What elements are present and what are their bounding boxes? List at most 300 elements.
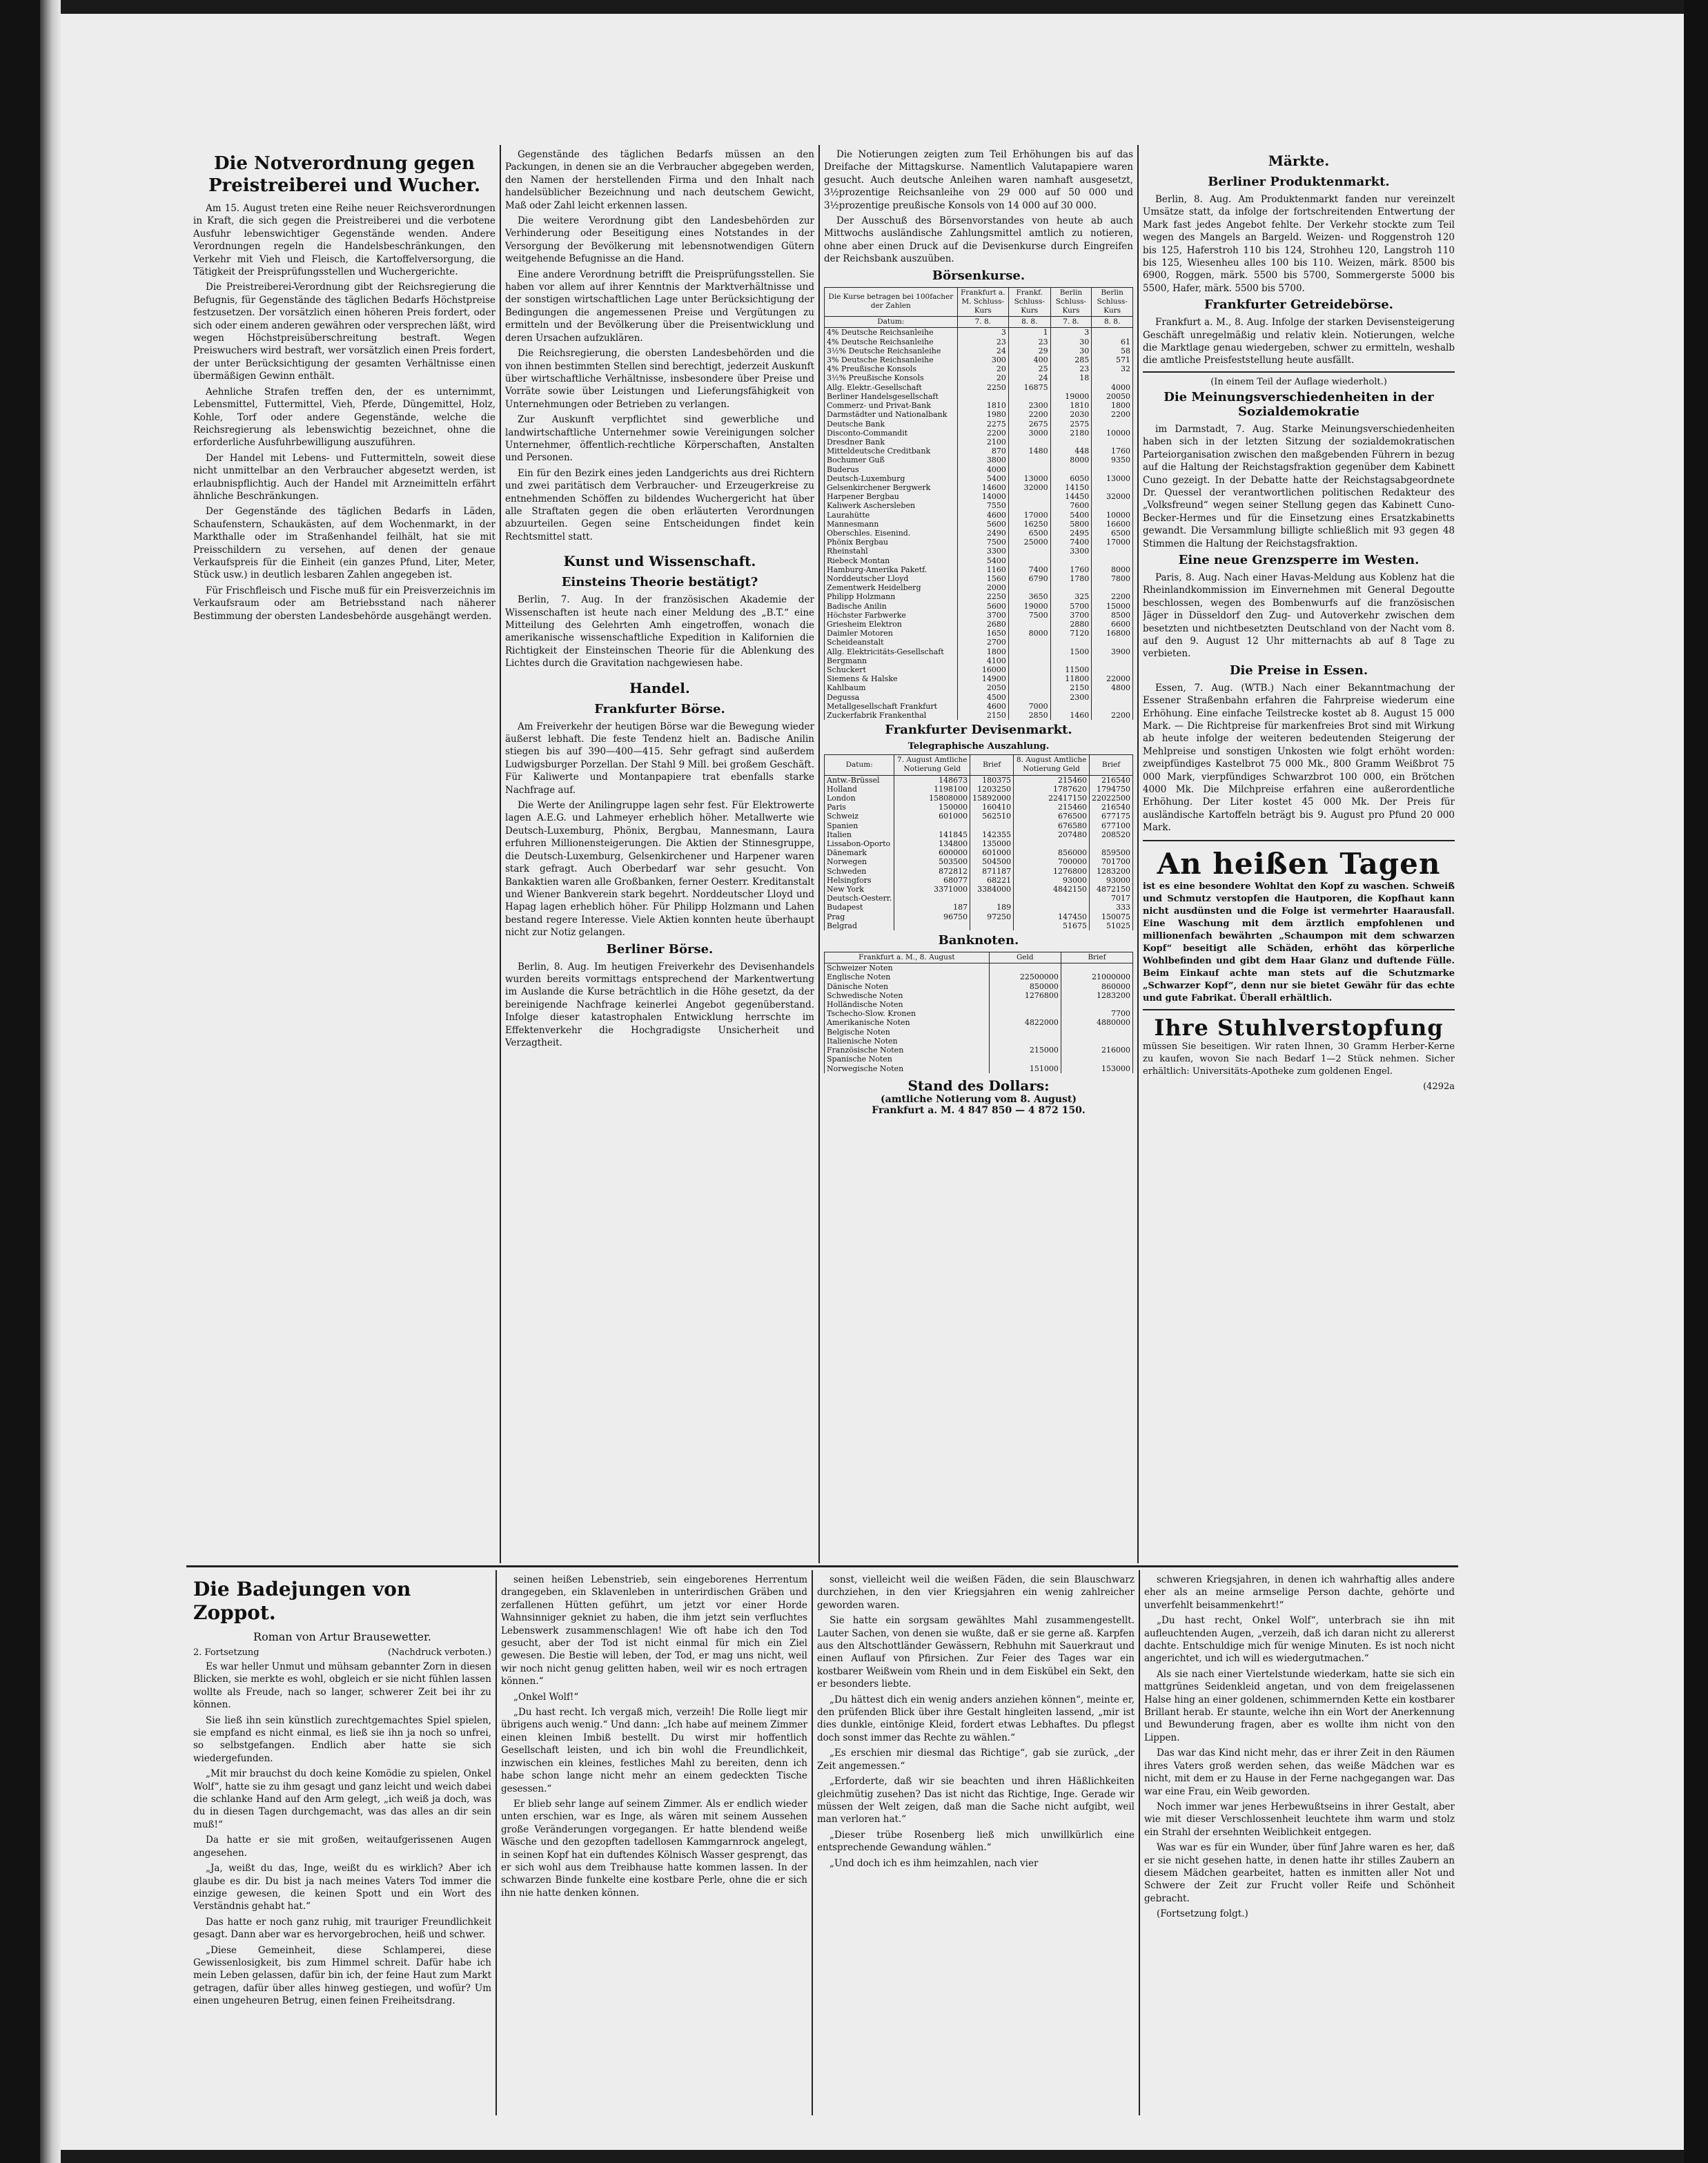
table-cell: 1283200 <box>1061 991 1132 1000</box>
table-banknoten <box>824 952 1133 1073</box>
table-cell: 5400 <box>957 556 1008 565</box>
table-cell: 2200 <box>1092 410 1133 419</box>
table-cell: Bochumer Guß <box>825 456 958 464</box>
table-cell: 2250 <box>957 592 1008 601</box>
table-cell: 7120 <box>1050 629 1092 638</box>
table-cell: 1800 <box>1092 401 1133 410</box>
table-row <box>825 711 1133 720</box>
table-cell <box>989 963 1061 973</box>
table-row <box>825 674 1133 683</box>
paragraph: Der Handel mit Lebens- und Futtermitteln, soweit diese nicht unmittelbar an den Verbraucher abgesetzt werden, ist erlaubnispflichtig. Auch der Handel mit Arzneimitteln erfährt ähnliche Beschränkungen. <box>193 452 495 502</box>
table-cell: Badische Anilin <box>825 602 958 611</box>
table-cell: 2150 <box>957 711 1008 720</box>
table-cell: 1810 <box>957 401 1008 410</box>
paragraph: Der Ausschuß des Börsenvorstandes von heute ab auch Mittwochs ausländische Zahlungsmittel amtlich zu notieren, ohne aber einen Druck auf die Devisenkurse durch Eingreifen der Reichsbank auszuüben. <box>824 215 1133 265</box>
table-cell <box>1008 501 1050 510</box>
table-cell: 4842150 <box>1014 885 1090 894</box>
table-cell: 2200 <box>1092 711 1133 720</box>
table-cell: 1283200 <box>1089 867 1132 876</box>
scan-border <box>1684 0 1708 2163</box>
table-cell <box>1050 383 1092 392</box>
feuilleton-text <box>1144 1574 1455 1921</box>
table-row <box>825 683 1133 692</box>
table-row <box>825 383 1133 392</box>
table-cell: 856000 <box>1014 848 1090 857</box>
table-cell: 25 <box>1008 364 1050 373</box>
table-cell: 7550 <box>957 501 1008 510</box>
table-cell: 189 <box>970 903 1014 912</box>
table-cell: 93000 <box>1014 876 1090 885</box>
table-cell: 208520 <box>1089 830 1132 839</box>
table-cell: 1980 <box>957 410 1008 419</box>
table-row <box>825 501 1133 510</box>
table-cell <box>989 1037 1061 1046</box>
table-row <box>825 592 1133 601</box>
table-cell: Schuckert <box>825 665 958 674</box>
table-row <box>825 620 1133 629</box>
table-cell: 1780 <box>1050 574 1092 583</box>
feuilleton-byline: Roman von Artur Brausewetter. <box>253 1630 431 1643</box>
paragraph: Das hatte er noch ganz ruhig, mit trauriger Freundlichkeit gesagt. Dann aber war es hervorgebrochen, heiß und schwer. <box>193 1916 491 1941</box>
table-row <box>825 355 1133 364</box>
table-cell: 2680 <box>957 620 1008 629</box>
table-cell: 4872150 <box>1089 885 1132 894</box>
table-cell <box>1008 683 1050 692</box>
table-cell <box>1092 483 1133 492</box>
table-cell: 8000 <box>1050 456 1092 464</box>
table-header-cell: 7. 8. <box>957 317 1008 328</box>
table-row <box>825 794 1133 803</box>
paragraph: Zur Auskunft verpflichtet sind gewerbliche und landwirtschaftliche Unternehmer sowie Vereinigungen solcher Unternehmer, öffentlich-rechtliche Körperschaften, Anstalten und Personen. <box>505 414 814 464</box>
table-cell: Allg. Elektr.-Gesellschaft <box>825 383 958 392</box>
table-row <box>825 991 1133 1000</box>
table-cell: 15000 <box>1092 602 1133 611</box>
table-cell: 216000 <box>1061 1046 1132 1055</box>
paragraph: sonst, vielleicht weil die weißen Fäden, die sein Blauschwarz durchziehen, in den vier Kriegsjahren ein wenig zahlreicher geworden waren. <box>817 1574 1135 1611</box>
table-cell: 93000 <box>1089 876 1132 885</box>
table-cell: 8000 <box>1092 565 1133 574</box>
table-row <box>825 812 1133 821</box>
table-cell: 601000 <box>894 812 970 821</box>
table-cell: 11500 <box>1050 665 1092 674</box>
table-cell: 7700 <box>1061 1009 1132 1018</box>
edition-note: (In einem Teil der Auflage wiederholt.) <box>1210 376 1387 387</box>
table-cell: 21000000 <box>1061 972 1132 981</box>
table-header-cell: Die Kurse betragen bei 100facher der Zahlen <box>825 287 958 317</box>
table-cell: 32000 <box>1008 483 1050 492</box>
table-cell: 61 <box>1092 337 1133 346</box>
table-cell <box>1092 656 1133 665</box>
table-cell: Höchster Farbwerke <box>825 611 958 620</box>
table-cell: 2275 <box>957 420 1008 429</box>
table-cell: 23 <box>1050 364 1092 373</box>
table-title-banknoten: Banknoten. <box>938 933 1019 948</box>
paragraph: „Du hättest dich ein wenig anders anziehen können“, meinte er, den prüfenden Blick über ihre Gestalt hingleiten lassend, „mir ist dies dunkle, eintönige Kleid, fordert etwas Lebhaftes. Du pflegst doch sonst immer das Rechte zu wählen.“ <box>817 1694 1135 1743</box>
table-cell <box>1008 638 1050 647</box>
table-cell: Harpener Bergbau <box>825 492 958 501</box>
dollar-rate: Frankfurt a. M. 4 847 850 — 4 872 150. <box>872 1104 1086 1116</box>
table-cell: 150075 <box>1089 912 1132 921</box>
paragraph: Das war das Kind nicht mehr, das er ihrer Zeit in den Räumen ihres Vaters groß werden sehen, das weiße Mädchen war es nicht, mit dem er zu Hause in der Ferne nachgegangen war. Das war eine Frau, ein Weib geworden. <box>1144 1748 1455 1797</box>
paragraph: (Fortsetzung folgt.) <box>1157 1908 1248 1920</box>
table-cell: 58 <box>1092 346 1133 355</box>
table-cell <box>989 1055 1061 1064</box>
table-cell <box>1092 501 1133 510</box>
table-cell <box>1008 438 1050 447</box>
paragraph: Die Preistreiberei-Verordnung gibt der Reichsregierung die Befugnis, für Gegenstände des täglichen Bedarfs Höchstpreise festzusetzen. Der vorsätzlich einen höheren Preis fordert, oder sich oder einem anderen gewähren oder versprechen läßt, wird wegen Höchstpreisüberschreitung bestraft. Wegen Preiswuchers wird bestraft, wer vorsätzlich einen Preis fordert, der unter Berücksichtigung der gesamten Verhältnisse einen übermäßigen Gewinn enthält. <box>193 282 495 382</box>
table-header-cell: Datum: <box>825 317 958 328</box>
table-cell: 2675 <box>1008 420 1050 429</box>
table-cell: 3% Deutsche Reichsanleihe <box>825 355 958 364</box>
table-cell: Prag <box>825 912 894 921</box>
feuilleton-meta <box>193 1647 491 1658</box>
table-cell: 676500 <box>1014 812 1090 821</box>
advertisement-stuhlverstopfung <box>1143 1015 1455 1093</box>
table-cell: 1460 <box>1050 711 1092 720</box>
column-three-boerse <box>824 148 1133 1563</box>
table-cell: 2850 <box>1008 711 1050 720</box>
table-cell: 562510 <box>970 812 1014 821</box>
table-cell: Schweiz <box>825 812 894 821</box>
table-cell: Deutsch-Oesterr. <box>825 894 894 903</box>
table-row <box>825 538 1133 547</box>
table-row <box>825 830 1133 839</box>
table-cell: 207480 <box>1014 830 1090 839</box>
table-row <box>825 602 1133 611</box>
table-cell: Darmstädter und Nationalbank <box>825 410 958 419</box>
advertisement-schaumpon <box>1143 847 1455 1005</box>
table-cell: 16250 <box>1008 520 1050 529</box>
table-cell: 10000 <box>1092 511 1133 520</box>
table-header-cell: Brief <box>970 755 1014 775</box>
table-row <box>825 1018 1133 1027</box>
table-cell: 19000 <box>1008 602 1050 611</box>
table-cell <box>894 894 970 903</box>
paragraph: „Du hast recht. Ich vergaß mich, verzeih! Die Rolle liegt mir übrigens auch wenig.“ Und dann: „Ich habe auf meinem Zimmer einen kleinen Imbiß bestellt. Du wirst mir hoffentlich Gesellschaft leisten, und ich bin wohl die Freundlichkeit, inzwischen ein kleines, festliches Mahl zu bereiten, denn ich habe schon lange nicht mehr an einem gedeckten Tische gesessen.“ <box>501 1707 807 1794</box>
table-cell: 400 <box>1008 355 1050 364</box>
table-cell: 2000 <box>957 583 1008 592</box>
table-cell: 3½% Deutsche Reichsanleihe <box>825 346 958 355</box>
table-cell: Englische Noten <box>825 972 990 981</box>
table-row <box>825 638 1133 647</box>
table-cell: 1810 <box>1050 401 1092 410</box>
feuilleton-column-2 <box>501 1574 807 2112</box>
table-cell <box>1092 373 1133 382</box>
table-row <box>825 346 1133 355</box>
table-row <box>825 373 1133 382</box>
table-cell: 17000 <box>1092 538 1133 547</box>
table-cell: 676580 <box>1014 821 1090 830</box>
table-cell: 11800 <box>1050 674 1092 683</box>
table-header-cell: Frankfurt a. M. Schluss-Kurs <box>957 287 1008 317</box>
table-cell: 51675 <box>1014 921 1090 930</box>
table-cell: 216540 <box>1089 775 1132 785</box>
paragraph: „Und doch ich es ihm heimzahlen, nach vier <box>830 1857 1039 1869</box>
paragraph: Die Werte der Anilingruppe lagen sehr fest. Für Elektrowerte lagen A.E.G. und Lahmeyer erheblich höher. Metallwerte wie Deutsch-Luxemburg, Phönix, Bergbau, Mannesmann, Laura erfuhren Millionensteigerungen. Die Aktien der Stinnesgruppe, die Deutsch-Luxemburg, Gelsenkirchener und Harpener waren stark gefragt. Auch Oberbedarf war sehr gesucht. Von Bankaktien waren alle Großbanken, ferner Oesterr. Kreditanstalt und Wiener Bankverein stark begehrt. Norddeutscher Lloyd und Hapag lagen erheblich höher. Für Philipp Holzmann und Lahen bestand regere Interesse. Viele Aktien konnten heute überhaupt nicht zur Notiz gelangen. <box>505 800 814 939</box>
table-cell: Schwedische Noten <box>825 991 990 1000</box>
table-row <box>825 565 1133 574</box>
preise-essen-body <box>1143 682 1455 834</box>
table-cell: 142355 <box>970 830 1014 839</box>
table-cell: 2575 <box>1050 420 1092 429</box>
table-cell <box>1014 894 1090 903</box>
paragraph: Essen, 7. Aug. (WTB.) Nach einer Bekanntmachung der Essener Straßenbahn erfahren die Fahrpreise wiederum eine Erhöhung. Eine einfache Teilstrecke kostet ab 8. August 15 000 Mark. — Die Richtpreise für markenfreies Brot sind mit Wirkung ab heute infolge der weiteren bedeutenden Steigerung der Mehlpreise und sonstigen Unkosten wie folgt erhöht worden: zweipfündiges Kastelbrot 75 000 Mk., 800 Gramm Weißbrot 75 000 Mark, vierpfündiges Schwarzbrot 100 000, ein Brötchen 4000 Mk. Die Milchpreise erfahren eine außerordentliche Erhöhung. Der Liter kostet 45 000 Mk. Der Preis für ausländische Kartoffeln beträgt bis 9. August pro Pfund 20 000 Mark. <box>1143 682 1455 834</box>
table-cell <box>1008 456 1050 464</box>
table-cell <box>1092 693 1133 702</box>
paragraph: „Mit mir brauchst du doch keine Komödie zu spielen, Onkel Wolf“, hatte sie zu ihm gesagt und ganz leicht und weich dabei die schlanke Hand auf den Arm gelegt, „ich weiß ja doch, was du in diesen Tagen durchgemacht, was das alles an dir sein muß!“ <box>193 1768 491 1830</box>
subtitle-preise-essen: Die Preise in Essen. <box>1229 663 1368 678</box>
table-cell: 2150 <box>1050 683 1092 692</box>
table-cell: 1760 <box>1050 565 1092 574</box>
table-cell: 1480 <box>1008 447 1050 456</box>
table-cell: 5600 <box>957 520 1008 529</box>
table-cell: Degussa <box>825 693 958 702</box>
table-row <box>825 894 1133 903</box>
table-cell: 4000 <box>957 465 1008 474</box>
table-cell <box>1092 583 1133 592</box>
table-row <box>825 1046 1133 1055</box>
table-cell: 2700 <box>957 638 1008 647</box>
table-cell: Griesheim Elektron <box>825 620 958 629</box>
table-cell <box>1008 492 1050 501</box>
section-title-kunst: Kunst und Wissenschaft. <box>563 553 756 570</box>
table-header-cell: 8. 8. <box>1008 317 1050 328</box>
feuilleton-text <box>193 1661 491 2008</box>
table-row <box>825 972 1133 981</box>
table-cell: 24 <box>957 346 1008 355</box>
table-row <box>825 1009 1133 1018</box>
paragraph: Berlin, 7. Aug. In der französischen Akademie der Wissenschaften ist heute nach einer Meldung des „B.T.“ eine Mitteilung des Gelehrten Amh eingetroffen, wonach die amerikanische wissenschaftliche Expedition in Kalifornien die Richtigkeit der Einsteinschen Theorie für die Ablenkung des Lichtes durch die Gravitation nachgewiesen habe. <box>505 594 814 669</box>
table-cell: 3½% Preußische Konsols <box>825 373 958 382</box>
table-row <box>825 867 1133 876</box>
table-body <box>825 775 1133 930</box>
table-cell: 147450 <box>1014 912 1090 921</box>
table-cell: 5800 <box>1050 520 1092 529</box>
table-cell <box>1014 839 1090 848</box>
table-cell: 1560 <box>957 574 1008 583</box>
table-cell: 5400 <box>957 474 1008 483</box>
table-cell: Disconto-Commandit <box>825 429 958 438</box>
table-row <box>825 447 1133 456</box>
table-cell: 23 <box>1008 337 1050 346</box>
ad-code: (4292a <box>1423 1081 1455 1092</box>
feuilleton-text <box>501 1574 807 1899</box>
table-cell: Italienische Noten <box>825 1037 990 1046</box>
table-cell <box>1089 839 1132 848</box>
table-cell: 4% Preußische Konsols <box>825 364 958 373</box>
table-cell: 25000 <box>1008 538 1050 547</box>
table-cell: 18 <box>1050 373 1092 382</box>
table-row <box>825 583 1133 592</box>
section-rule <box>1143 371 1455 373</box>
table-cell: Riebeck Montan <box>825 556 958 565</box>
table-cell: 30 <box>1050 337 1092 346</box>
table-header-cell: 8. August Amtliche Notierung Geld <box>1014 755 1090 775</box>
paragraph: Eine andere Verordnung betrifft die Preisprüfungsstellen. Sie haben vor allem auf ihrer Kenntnis der Marktverhältnisse und der sonstigen wirtschaftlichen Lage unter Berücksichtigung der Bedingungen die angemessenen Preise und Vergütungen zu ermitteln und der Bevölkerung über die Preisentwicklung und deren Ursachen aufzuklären. <box>505 268 814 344</box>
table-cell: 16875 <box>1008 383 1050 392</box>
table-cell: 20 <box>957 364 1008 373</box>
table-cell: 2300 <box>1050 693 1092 702</box>
subtitle-frankfurter-boerse: Frankfurter Börse. <box>594 701 725 716</box>
table-cell: 32 <box>1092 364 1133 373</box>
ad-headline: An heißen Tagen <box>1157 846 1441 881</box>
table-cell: 4% Deutsche Reichsanleihe <box>825 328 958 337</box>
table-cell: 15808000 <box>894 794 970 803</box>
table-row <box>825 982 1133 991</box>
table-cell <box>1050 583 1092 592</box>
table-cell: 7017 <box>1089 894 1132 903</box>
paragraph: Frankfurt a. M., 8. Aug. Infolge der starken Devisensteigerung Geschäft unregelmäßig und relativ klein. Notierungen, welche die Marktlage genau wiedergeben, schwer zu ermitteln, weshalb die amtliche Preisfeststellung heute ausfällt. <box>1143 317 1455 366</box>
subtitle-getreideboerse: Frankfurter Getreidebörse. <box>1204 297 1393 313</box>
table-cell: Zuckerfabrik Frankenthal <box>825 711 958 720</box>
table-row <box>825 483 1133 492</box>
table-devisen <box>824 754 1133 930</box>
table-cell: Französische Noten <box>825 1046 990 1055</box>
table-cell: 68077 <box>894 876 970 885</box>
table-cell: 2200 <box>957 429 1008 438</box>
paragraph: Die weitere Verordnung gibt den Landesbehörden zur Verhinderung oder Beseitigung eines Notstandes in der Versorgung der Bevölkerung mit lebensnotwendigen Gütern weitgehende Befugnisse an die Hand. <box>505 215 814 265</box>
table-cell: 4800 <box>1092 683 1133 692</box>
paragraph: Was war es für ein Wunder, über fünf Jahre waren es her, daß er sie nicht gesehen hatte, in denen hatte ihr stilles Zaubern an diesem Mädchen gearbeitet, hatten es inmitten aller Not und Schwere der Zeit zur Frucht voller Reife und Schönheit gebracht. <box>1144 1842 1455 1904</box>
table-cell: Antw.-Brüssel <box>825 775 894 785</box>
paragraph: schweren Kriegsjahren, in denen ich wahrhaftig alles andere eher als an meine armselige Person dachte, gehörte und unverfehlt beisammenkehrt!“ <box>1144 1574 1455 1611</box>
table-cell: Holland <box>825 785 894 794</box>
table-cell <box>1050 656 1092 665</box>
table-cell: Deutsch-Luxemburg <box>825 474 958 483</box>
table-cell <box>1092 702 1133 711</box>
table-cell <box>970 921 1014 930</box>
table-row <box>825 429 1133 438</box>
paragraph: seinen heißen Lebenstrieb, sein eingeborenes Herrentum drangegeben, ein Sklavenleben in unterirdischen Gräben und zerfallenen Hütten geführt, um jetzt vor einer Horde Wahnsinniger gekniet zu haben, die ihm jetzt sein verfluchtes Lebenswerk zusammenschlagen! Wie oft habe ich den Tod gesucht, aber der Tod ist nicht einmal für mich ein Ziel gewesen. Die Bestie will leben, der Tod, er mag uns nicht, weil wir noch nicht genug gelitten haben, weil wir es noch ertragen können.“ <box>501 1574 807 1687</box>
table-cell: 2495 <box>1050 529 1092 538</box>
table-cell <box>1092 465 1133 474</box>
table-cell: 215000 <box>989 1046 1061 1055</box>
table-cell: 3700 <box>1050 611 1092 620</box>
table-cell <box>1092 556 1133 565</box>
table-header-cell: 7. 8. <box>1050 317 1092 328</box>
table-cell: Daimler Motoren <box>825 629 958 638</box>
feuilleton-separator <box>186 1565 1458 1567</box>
table-cell: 151000 <box>989 1064 1061 1073</box>
table-cell: 850000 <box>989 982 1061 991</box>
table-cell: Paris <box>825 803 894 812</box>
table-cell: Schweizer Noten <box>825 963 990 973</box>
table-row <box>825 821 1133 830</box>
subtitle-sozialdemokratie: Die Meinungsverschiedenheiten in der Sozialdemokratie <box>1164 389 1434 419</box>
paragraph: Die Reichsregierung, die obersten Landesbehörden und die von ihnen bestimmten Stellen sind berechtigt, jederzeit Auskunft über wirtschaftliche Verhältnisse, insbesondere über Preise und Vorräte sowie über Leistungen und Lieferungsfähigkeit von Unternehmungen oder Betrieben zu verlangen. <box>505 348 814 410</box>
table-cell: 7500 <box>1008 611 1050 620</box>
table-cell: 859500 <box>1089 848 1132 857</box>
table-cell: 600000 <box>894 848 970 857</box>
table-cell: Mannesmann <box>825 520 958 529</box>
paragraph: Sie hatte ein sorgsam gewähltes Mahl zusammengestellt. Lauter Sachen, von denen sie wußte, daß er sie gerne aß. Karpfen aus den Altschottländer Gewässern, Rebhuhn mit Sauerkraut und einen Auflauf von Pfirsichen. Zur Feier des Tages war ein kostbarer Weißwein vom Rhein und in dem Eiskübel ein Sekt, den er besonders liebte. <box>817 1615 1135 1690</box>
table-cell <box>1008 392 1050 401</box>
table-cell: Berliner Handelsgesellschaft <box>825 392 958 401</box>
table-cell <box>894 821 970 830</box>
table-cell: 19000 <box>1050 392 1092 401</box>
table-cell: 68221 <box>970 876 1014 885</box>
table-cell: 2880 <box>1050 620 1092 629</box>
paragraph: „Du hast recht, Onkel Wolf“, unterbrach sie ihn mit aufleuchtenden Augen, „verzeih, daß ich daran nicht zu allererst dachte. Entschuldige mich für wenige Minuten. Es ist noch nicht angerichtet, und ich will es wiedergutmachen.“ <box>1144 1615 1455 1665</box>
table-row <box>825 921 1133 930</box>
table-cell: 3300 <box>957 547 1008 556</box>
table-cell: 20 <box>957 373 1008 382</box>
table-cell: 7800 <box>1092 574 1133 583</box>
table-cell <box>1092 438 1133 447</box>
table-row <box>825 656 1133 665</box>
table-cell: 1 <box>1008 328 1050 337</box>
table-cell: Helsingfors <box>825 876 894 885</box>
table-cell: 1276800 <box>989 991 1061 1000</box>
table-cell: Hamburg-Amerika Paketf. <box>825 565 958 574</box>
table-cell: 3900 <box>1092 647 1133 656</box>
table-row <box>825 702 1133 711</box>
table-cell: Holländische Noten <box>825 1000 990 1009</box>
column-two <box>505 148 814 1560</box>
table-cell: 860000 <box>1061 982 1132 991</box>
table-row <box>825 1037 1133 1046</box>
table-cell: 216540 <box>1089 803 1132 812</box>
table-cell: 3650 <box>1008 592 1050 601</box>
column-four-maerkte <box>1143 148 1455 1563</box>
paragraph: Gegenstände des täglichen Bedarfs müssen an den Packungen, in denen sie an die Verbraucher abgegeben werden, den Namen der herstellenden Firma und den Inhalt nach handelsüblicher Bezeichnung und nach deutschem Gewicht, Maß oder Zahl leicht erkennen lassen. <box>505 149 814 211</box>
table-row <box>825 1028 1133 1037</box>
table-cell: 3300 <box>1050 547 1092 556</box>
dollar-title: Stand des Dollars: <box>907 1077 1050 1094</box>
paragraph: Paris, 8. Aug. Nach einer Havas-Meldung aus Koblenz hat die Rheinlandkommission im Einvernehmen mit General Degoutte beschlossen, wegen des Bombenwurfs auf die französischen Jäger in Düsseldorf den Zug- und Autoverkehr zwischen dem besetzten und nichtbesetzten Deutschland von der Nacht vom 8. auf den 9. August 12 Uhr mitternachts ab auf 8 Tage zu verbieten. <box>1143 571 1455 660</box>
paragraph: Es war heller Unmut und mühsam gebannter Zorn in diesen Blicken, sie merkte es wohl, obgleich er sie nicht fühlen lassen wollte als Freude, nach so langer, schwerer Zeit bei ihr zu können. <box>193 1661 491 1711</box>
table-cell <box>1092 665 1133 674</box>
paragraph: Am Freiverkehr der heutigen Börse war die Bewegung wieder äußerst lebhaft. Die feste Tendenz hielt an. Badische Anilin stiegen bis auf 390—400—415. Sehr gefragt sind außerdem Ludwigsburger Porzellan. Der Stahl 9 Mill. bei großem Geschäft. Für Kaliwerte und Montanpapiere trat ebenfalls starke Nachfrage auf. <box>505 721 814 796</box>
table-cell: 3384000 <box>970 885 1014 894</box>
table-cell <box>1061 1000 1132 1009</box>
table-row <box>825 529 1133 538</box>
table-cell: 13000 <box>1008 474 1050 483</box>
column-rule <box>500 145 501 1563</box>
table-cell: Kahlbaum <box>825 683 958 692</box>
feuilleton-column-3 <box>817 1574 1135 2112</box>
table-cell: 16600 <box>1092 520 1133 529</box>
table-cell <box>1050 438 1092 447</box>
article-title: Die Notverordnung gegen Preistreiberei und Wucher. <box>208 153 481 196</box>
table-cell: Rheinstahl <box>825 547 958 556</box>
table-cell: 6500 <box>1008 529 1050 538</box>
table-row <box>825 556 1133 565</box>
table-row <box>825 392 1133 401</box>
article-body <box>193 202 495 623</box>
table-row <box>825 547 1133 556</box>
table-cell: 872812 <box>894 867 970 876</box>
table-cell: 601000 <box>970 848 1014 857</box>
paragraph: Er blieb sehr lange auf seinem Zimmer. Als er endlich wieder unten erschien, war es Inge, als wären mit seinem Aussehen große Veränderungen vorgegangen. Er hatte blendend weiße Wäsche und den gezopften tadellosen Kammgarnrock angelegt, in seinen Kopf hat ein duftendes Kölnisch Wasser gesprengt, das er sich wohl aus dem Treibhause hatte kommen lassen. In der schwarzen Binde funkelte eine kostbare Perle, ohne die er sich ihn nie hatte denken können. <box>501 1798 807 1899</box>
ad-rule <box>1143 1009 1455 1010</box>
table-cell: 134800 <box>894 839 970 848</box>
table-cell <box>1008 693 1050 702</box>
table-cell: 1794750 <box>1089 785 1132 794</box>
paragraph: Sie ließ ihn sein künstlich zurechtgemachtes Spiel spielen, sie empfand es nicht einmal, es ließ sie ihn ja noch so unfrei, so selbstgefangen. Endlich aber hatte sie sich wiedergefunden. <box>193 1714 491 1764</box>
table-header-cell: 7. August Amtliche Notierung Geld <box>894 755 970 775</box>
table-cell: 504500 <box>970 857 1014 866</box>
kunst-body <box>505 594 814 669</box>
table-cell: Lissabon-Oporto <box>825 839 894 848</box>
feuilleton-title: Die Badejungen von Zoppot. <box>193 1578 411 1624</box>
table-cell: 4000 <box>1092 383 1133 392</box>
table-row <box>825 438 1133 447</box>
table-cell: Dresdner Bank <box>825 438 958 447</box>
table-cell: Budapest <box>825 903 894 912</box>
table-cell: 20050 <box>1092 392 1133 401</box>
table-cell <box>1061 963 1132 973</box>
